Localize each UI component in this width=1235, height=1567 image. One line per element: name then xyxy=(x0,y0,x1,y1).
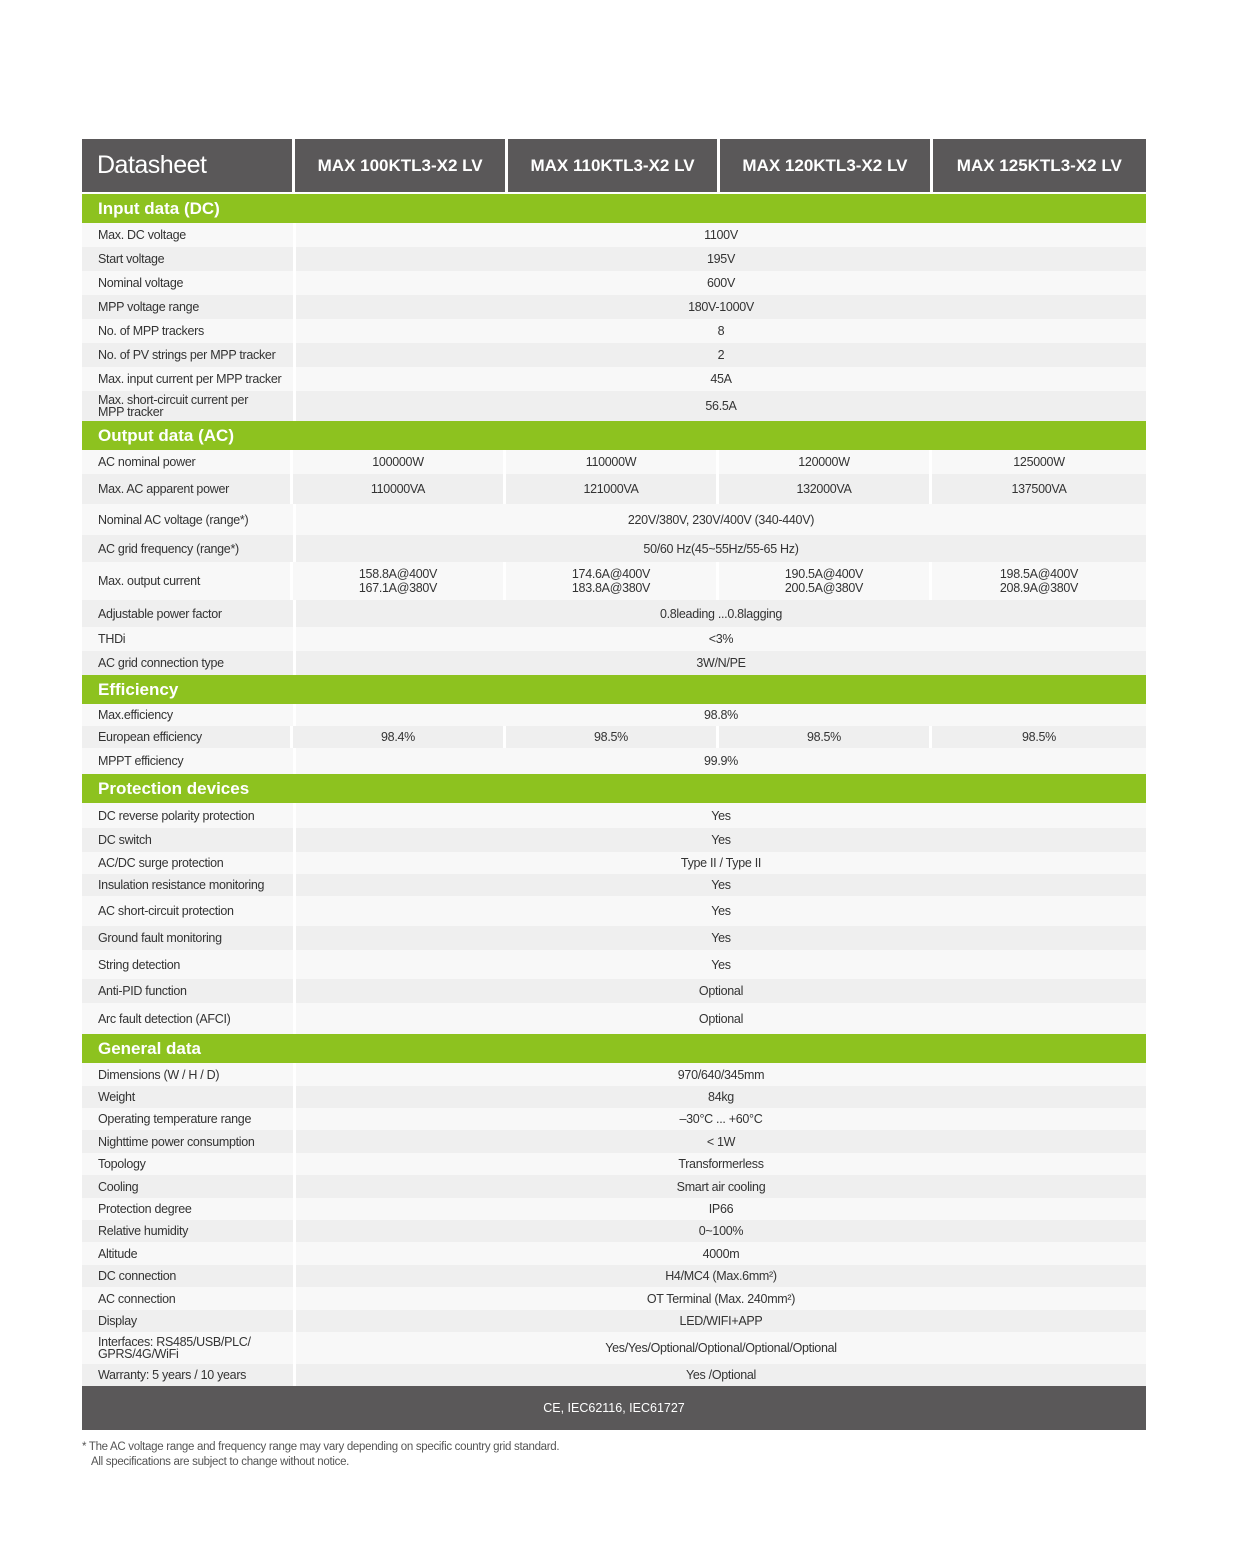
footnote-1: * The AC voltage range and frequency range may vary depending on specific country grid standard. xyxy=(82,1441,560,1453)
row-value: 84kg xyxy=(296,1086,1146,1108)
row-label: Adjustable power factor xyxy=(82,600,293,627)
row-label: DC switch xyxy=(82,828,293,852)
row-label: Ground fault monitoring xyxy=(82,926,293,950)
table-row xyxy=(82,1364,1146,1386)
table-row xyxy=(82,1175,1146,1198)
row-cell: 137500VA xyxy=(932,474,1146,504)
table-row xyxy=(82,1063,1146,1086)
table-row xyxy=(82,295,1146,319)
row-label: MPP voltage range xyxy=(82,295,293,319)
row-label: Nighttime power consumption xyxy=(82,1130,293,1153)
row-cell: 110000W xyxy=(506,450,716,474)
table-row xyxy=(82,535,1146,562)
table-row xyxy=(82,1130,1146,1153)
table-row xyxy=(82,1287,1146,1310)
row-value: Yes xyxy=(296,896,1146,926)
row-label: Max. DC voltage xyxy=(82,223,293,247)
row-value: 195V xyxy=(296,247,1146,271)
row-label: AC connection xyxy=(82,1287,293,1310)
cell-line: 174.6A@400V xyxy=(571,567,651,581)
row-label: Interfaces: RS485/USB/PLC/ GPRS/4G/WiFi xyxy=(82,1332,293,1364)
row-label: Relative humidity xyxy=(82,1220,293,1242)
row-label: AC/DC surge protection xyxy=(82,852,293,874)
row-cell xyxy=(293,562,503,600)
row-value: 98.8% xyxy=(296,704,1146,726)
row-value: 180V-1000V xyxy=(296,295,1146,319)
row-value: 56.5A xyxy=(296,391,1146,421)
row-label: Nominal AC voltage (range*) xyxy=(82,504,293,535)
table-row xyxy=(82,343,1146,367)
cell-line: 208.9A@380V xyxy=(999,581,1079,595)
table-row xyxy=(82,474,1146,504)
row-cell: 98.5% xyxy=(506,726,716,748)
table-row xyxy=(82,926,1146,950)
model-header-4: MAX 125KTL3-X2 LV xyxy=(933,139,1146,192)
table-row xyxy=(82,600,1146,627)
row-cell: 98.5% xyxy=(719,726,929,748)
row-label: DC connection xyxy=(82,1265,293,1287)
table-row xyxy=(82,874,1146,896)
row-value: OT Terminal (Max. 240mm²) xyxy=(296,1287,1146,1310)
table-row xyxy=(82,367,1146,391)
row-label: Topology xyxy=(82,1153,293,1175)
row-value: 99.9% xyxy=(296,748,1146,774)
table-row xyxy=(82,1242,1146,1265)
table-row xyxy=(82,1086,1146,1108)
table-row xyxy=(82,504,1146,535)
row-value: H4/MC4 (Max.6mm²) xyxy=(296,1265,1146,1287)
row-label: AC grid frequency (range*) xyxy=(82,535,293,562)
row-label: Anti-PID function xyxy=(82,979,293,1003)
row-value: <3% xyxy=(296,627,1146,651)
table-row xyxy=(82,1332,1146,1364)
table-row xyxy=(82,562,1146,600)
row-cell xyxy=(719,562,929,600)
row-value: 3W/N/PE xyxy=(296,651,1146,675)
footnote-2: All specifications are subject to change without notice. xyxy=(91,1456,350,1468)
row-value: Type II / Type II xyxy=(296,852,1146,874)
row-label: Max. short-circuit current per MPP tracker xyxy=(82,391,293,421)
cell-line: 200.5A@380V xyxy=(784,581,864,595)
row-label: Max.efficiency xyxy=(82,704,293,726)
model-header-3: MAX 120KTL3-X2 LV xyxy=(720,139,929,192)
table-row xyxy=(82,1108,1146,1130)
section-title-output: Output data (AC) xyxy=(82,421,1146,450)
row-cell: 120000W xyxy=(719,450,929,474)
table-row xyxy=(82,1003,1146,1034)
table-row xyxy=(82,391,1146,421)
row-label: Weight xyxy=(82,1086,293,1108)
row-value: < 1W xyxy=(296,1130,1146,1153)
row-label: No. of PV strings per MPP tracker xyxy=(82,343,293,367)
row-label: AC short-circuit protection xyxy=(82,896,293,926)
datasheet-table xyxy=(82,139,1146,1430)
row-value: 8 xyxy=(296,319,1146,343)
row-label: Altitude xyxy=(82,1242,293,1265)
row-label: Operating temperature range xyxy=(82,1108,293,1130)
row-label: Protection degree xyxy=(82,1198,293,1220)
row-label: DC reverse polarity protection xyxy=(82,803,293,828)
row-label: Dimensions (W / H / D) xyxy=(82,1063,293,1086)
row-value: Smart air cooling xyxy=(296,1175,1146,1198)
table-row xyxy=(82,1220,1146,1242)
row-label: THDi xyxy=(82,627,293,651)
section-title-efficiency: Efficiency xyxy=(82,675,1146,704)
table-row xyxy=(82,450,1146,474)
row-value: Yes xyxy=(296,874,1146,896)
row-value: 45A xyxy=(296,367,1146,391)
table-row xyxy=(82,896,1146,926)
row-value: Yes/Yes/Optional/Optional/Optional/Optional xyxy=(296,1332,1146,1364)
cell-line: 167.1A@380V xyxy=(358,581,438,595)
row-label: Display xyxy=(82,1310,293,1332)
table-header xyxy=(82,139,1146,192)
row-value: 4000m xyxy=(296,1242,1146,1265)
row-value: Yes xyxy=(296,926,1146,950)
row-cell: 98.4% xyxy=(293,726,503,748)
row-value: 2 xyxy=(296,343,1146,367)
row-value: 50/60 Hz(45~55Hz/55-65 Hz) xyxy=(296,535,1146,562)
model-header-2: MAX 110KTL3-X2 LV xyxy=(508,139,717,192)
table-row xyxy=(82,950,1146,979)
row-value: Yes xyxy=(296,950,1146,979)
row-label: Nominal voltage xyxy=(82,271,293,295)
table-row xyxy=(82,627,1146,651)
table-row xyxy=(82,979,1146,1003)
row-label: No. of MPP trackers xyxy=(82,319,293,343)
row-value: Optional xyxy=(296,1003,1146,1034)
table-row xyxy=(82,1198,1146,1220)
row-value: 600V xyxy=(296,271,1146,295)
row-value: 0.8leading ...0.8lagging xyxy=(296,600,1146,627)
row-cell: 100000W xyxy=(293,450,503,474)
row-value: –30°C ... +60°C xyxy=(296,1108,1146,1130)
row-value: 0~100% xyxy=(296,1220,1146,1242)
row-label: Insulation resistance monitoring xyxy=(82,874,293,896)
footnotes xyxy=(82,1440,559,1470)
cell-line: 158.8A@400V xyxy=(358,567,438,581)
row-value: Yes xyxy=(296,803,1146,828)
certifications-bar: CE, IEC62116, IEC61727 xyxy=(82,1386,1146,1430)
row-cell: 121000VA xyxy=(506,474,716,504)
table-row xyxy=(82,1153,1146,1175)
row-value: 1100V xyxy=(296,223,1146,247)
table-row xyxy=(82,247,1146,271)
row-label: European efficiency xyxy=(82,726,290,748)
table-row xyxy=(82,319,1146,343)
cell-line: 198.5A@400V xyxy=(999,567,1079,581)
row-cell xyxy=(506,562,716,600)
table-row xyxy=(82,1310,1146,1332)
table-row xyxy=(82,1265,1146,1287)
table-row xyxy=(82,803,1146,828)
row-label: AC grid connection type xyxy=(82,651,293,675)
row-value: Yes xyxy=(296,828,1146,852)
row-label: String detection xyxy=(82,950,293,979)
row-value: Transformerless xyxy=(296,1153,1146,1175)
table-row xyxy=(82,748,1146,774)
row-value: Yes /Optional xyxy=(296,1364,1146,1386)
row-cell: 132000VA xyxy=(719,474,929,504)
row-value: LED/WIFI+APP xyxy=(296,1310,1146,1332)
table-row xyxy=(82,852,1146,874)
row-cell: 110000VA xyxy=(293,474,503,504)
row-label: Max. output current xyxy=(82,562,290,600)
row-label: Arc fault detection (AFCI) xyxy=(82,1003,293,1034)
row-label: Start voltage xyxy=(82,247,293,271)
row-label: MPPT efficiency xyxy=(82,748,293,774)
section-title-general: General data xyxy=(82,1034,1146,1063)
cell-line: 183.8A@380V xyxy=(571,581,651,595)
row-cell xyxy=(932,562,1146,600)
table-row xyxy=(82,651,1146,675)
row-value: Optional xyxy=(296,979,1146,1003)
row-label: Max. AC apparent power xyxy=(82,474,290,504)
row-cell: 125000W xyxy=(932,450,1146,474)
section-title-protection: Protection devices xyxy=(82,774,1146,803)
model-header-1: MAX 100KTL3-X2 LV xyxy=(295,139,504,192)
row-value: 220V/380V, 230V/400V (340-440V) xyxy=(296,504,1146,535)
datasheet-title: Datasheet xyxy=(82,139,292,192)
table-row xyxy=(82,828,1146,852)
row-value: IP66 xyxy=(296,1198,1146,1220)
table-row xyxy=(82,704,1146,726)
cell-line: 190.5A@400V xyxy=(784,567,864,581)
table-row xyxy=(82,271,1146,295)
row-label: AC nominal power xyxy=(82,450,290,474)
row-label: Cooling xyxy=(82,1175,293,1198)
section-title-input: Input data (DC) xyxy=(82,194,1146,223)
row-cell: 98.5% xyxy=(932,726,1146,748)
row-value: 970/640/345mm xyxy=(296,1063,1146,1086)
table-row xyxy=(82,726,1146,748)
row-label: Warranty: 5 years / 10 years xyxy=(82,1364,293,1386)
table-row xyxy=(82,223,1146,247)
row-label: Max. input current per MPP tracker xyxy=(82,367,293,391)
